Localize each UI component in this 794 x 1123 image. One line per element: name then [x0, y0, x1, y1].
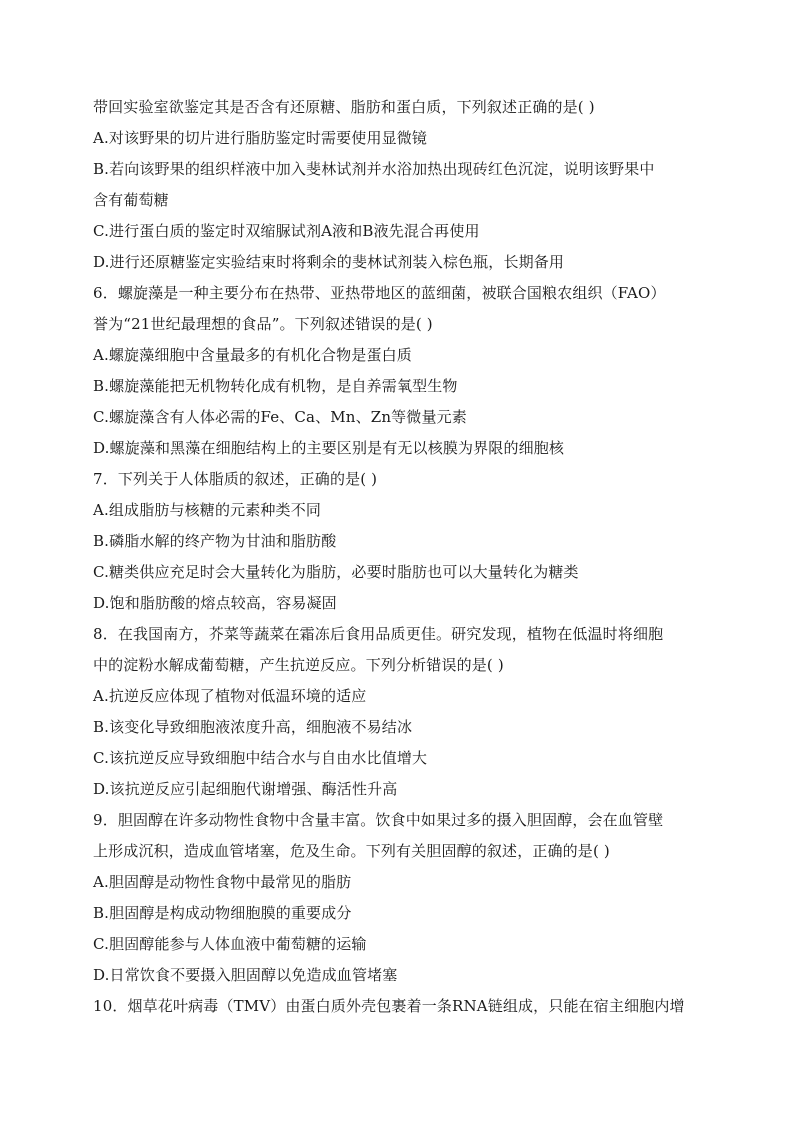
text-line: 8．在我国南方，芥菜等蔬菜在霜冻后食用品质更佳。研究发现，植物在低温时将细胞: [93, 625, 664, 643]
text-line: 9．胆固醇在许多动物性食物中含量丰富。饮食中如果过多的摄入胆固醇，会在血管壁: [93, 811, 664, 829]
text-line: C.螺旋藻含有人体必需的Fe、Ca、Mn、Zn等微量元素: [93, 408, 467, 426]
text-line: B.若向该野果的组织样液中加入斐林试剂并水浴加热出现砖红色沉淀，说明该野果中: [93, 160, 655, 178]
text-line: D.该抗逆反应引起细胞代谢增强、酶活性升高: [93, 780, 398, 798]
text-line: C.胆固醇能参与人体血液中葡萄糖的运输: [93, 935, 367, 953]
text-line: 7．下列关于人体脂质的叙述，正确的是( ): [93, 470, 378, 488]
text-line: 含有葡萄糖: [93, 191, 169, 209]
text-line: C.该抗逆反应导致细胞中结合水与自由水比值增大: [93, 749, 428, 767]
text-line: 10．烟草花叶病毒（TMV）由蛋白质外壳包裹着一条RNA链组成，只能在宿主细胞内增: [93, 997, 685, 1015]
text-line: D.饱和脂肪酸的熔点较高，容易凝固: [93, 594, 337, 612]
text-line: B.胆固醇是构成动物细胞膜的重要成分: [93, 904, 352, 922]
text-line: A.胆固醇是动物性食物中最常见的脂肪: [93, 873, 352, 891]
text-line: 带回实验室欲鉴定其是否含有还原糖、脂肪和蛋白质，下列叙述正确的是( ): [93, 98, 595, 116]
text-line: A.螺旋藻细胞中含量最多的有机化合物是蛋白质: [93, 346, 412, 364]
text-line: A.组成脂肪与核糖的元素种类不同: [93, 501, 322, 519]
text-line: B.螺旋藻能把无机物转化成有机物，是自养需氧型生物: [93, 377, 458, 395]
text-line: D.螺旋藻和黑藻在细胞结构上的主要区别是有无以核膜为界限的细胞核: [93, 439, 565, 457]
text-line: D.日常饮食不要摄入胆固醇以免造成血管堵塞: [93, 966, 398, 984]
text-line: 中的淀粉水解成葡萄糖，产生抗逆反应。下列分析错误的是( ): [93, 656, 504, 674]
text-line: 上形成沉积，造成血管堵塞，危及生命。下列有关胆固醇的叙述，正确的是( ): [93, 842, 610, 860]
text-line: D.进行还原糖鉴定实验结束时将剩余的斐林试剂装入棕色瓶，长期备用: [93, 253, 565, 271]
document-page: [93, 92, 713, 1022]
text-line: 誉为“21世纪最理想的食品”。下列叙述错误的是( ): [93, 315, 433, 333]
text-line: B.该变化导致细胞液浓度升高，细胞液不易结冰: [93, 718, 413, 736]
text-line: C.糖类供应充足时会大量转化为脂肪，必要时脂肪也可以大量转化为糖类: [93, 563, 579, 581]
text-line: 6．螺旋藻是一种主要分布在热带、亚热带地区的蓝细菌，被联合国粮农组织（FAO）: [93, 284, 666, 302]
text-line: A.对该野果的切片进行脂肪鉴定时需要使用显微镜: [93, 129, 428, 147]
text-line: A.抗逆反应体现了植物对低温环境的适应: [93, 687, 367, 705]
text-line: C.进行蛋白质的鉴定时双缩脲试剂A液和B液先混合再使用: [93, 222, 480, 240]
text-line: B.磷脂水解的终产物为甘油和脂肪酸: [93, 532, 337, 550]
